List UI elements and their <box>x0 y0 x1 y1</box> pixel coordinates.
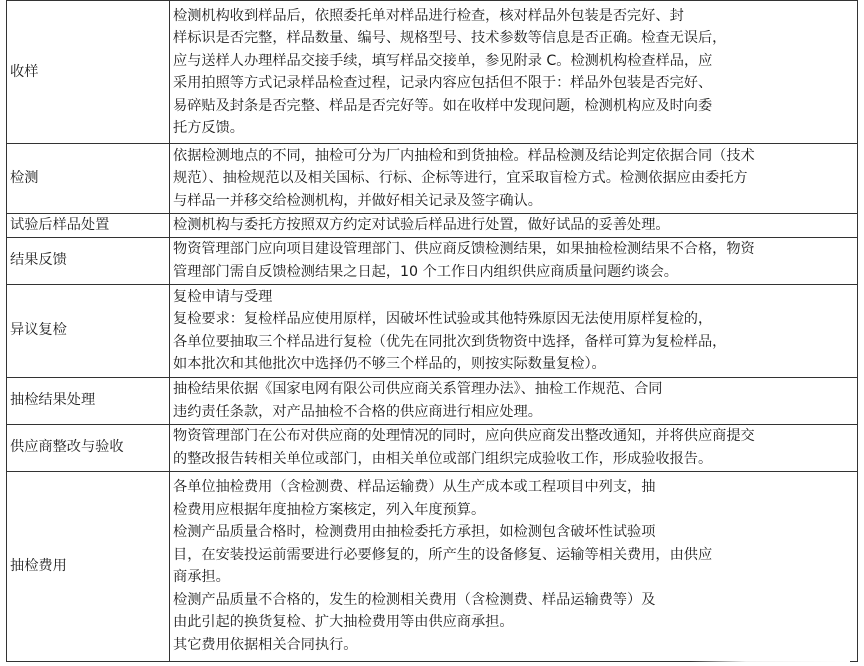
table-row <box>7 237 858 284</box>
content-line: 各单位抽检费用（含检测费、样品运输费）从生产成本或工程项目中列支，抽 <box>173 479 656 495</box>
content-line: 应与送样人办理样品交接手续，填写样品交接单，参见附录 C。检测机构检查样品，应 <box>173 52 713 69</box>
content-line: 复检要求：复检样品应使用原样，因破坏性试验或其他特殊原因无法使用原样复检的， <box>173 311 713 327</box>
content-line: 托方反馈。 <box>173 120 244 136</box>
content-line: 采用拍照等方式记录样品检查过程，记录内容应包括但不限于：样品外包装是否完好、 <box>173 75 713 91</box>
row-label: 抽检费用 <box>7 471 170 661</box>
content-line: 各单位要抽取三个样品进行复检（优先在同批次到货物资中选择，备样可算为复检样品， <box>173 333 727 350</box>
content-line: 目，在安装投运前需要进行必要修复的，所产生的设备修复、运输等相关费用，由供应 <box>173 546 713 563</box>
content-line: 与样品一并移交给检测机构，并做好相关记录及签字确认。 <box>173 192 542 209</box>
content-line: 检测机构收到样品后，依照委托单对样品进行检查，核对样品外包装是否完好、封 <box>173 7 684 24</box>
content-line: 违约责任条款，对产品抽检不合格的供应商进行相应处理。 <box>173 403 542 420</box>
content-line: 检测产品质量不合格的，发生的检测相关费用（含检测费、样品运输费等）及 <box>173 591 656 608</box>
row-label: 供应商整改与验收 <box>7 424 170 471</box>
watermark-fade <box>690 636 850 662</box>
table-row <box>7 471 858 661</box>
content-line: 易碎贴及封条是否完整、样品是否完好等。如在收样中发现问题，检测机构应及时向委 <box>173 97 713 114</box>
content-line: 物资管理部门应向项目建设管理部门、供应商反馈检测结果，如果抽检检测结果不合格，物资 <box>173 241 755 257</box>
row-content <box>170 214 858 238</box>
content-line: 检测机构与委托方按照双方约定对试验后样品进行处置，做好试品的妥善处理。 <box>173 217 670 233</box>
table-row <box>7 1 858 144</box>
content-line: 的整改报告转相关单位或部门，由相关单位或部门组织完成验收工作，形成验收报告。 <box>173 450 713 467</box>
row-content <box>170 237 858 284</box>
row-label: 收样 <box>7 1 170 144</box>
table-row <box>7 424 858 471</box>
row-label: 检测 <box>7 144 170 214</box>
row-content <box>170 471 858 661</box>
content-line: 由此引起的换货复检、扩大抽检费用等由供应商承担。 <box>173 614 514 630</box>
content-line: 管理部门需自反馈检测结果之日起，10 个工作日内组织供应商质量问题约谈会。 <box>173 263 678 280</box>
row-label: 结果反馈 <box>7 237 170 284</box>
row-content <box>170 284 858 377</box>
content-line: 其它费用依据相关合同执行。 <box>173 636 358 653</box>
content-line: 抽检结果依据《国家电网有限公司供应商关系管理办法》、抽检工作规范、合同 <box>173 381 663 397</box>
row-label: 试验后样品处置 <box>7 214 170 238</box>
content-line: 物资管理部门在公布对供应商的处理情况的同时，应向供应商发出整改通知，并将供应商提交 <box>173 428 755 444</box>
table-row <box>7 144 858 214</box>
content-line: 规范）、抽检规范以及相关国标、行标、企标等进行，宜采取盲检方式。检测依据应由委托方 <box>173 170 748 187</box>
row-content <box>170 144 858 214</box>
content-line: 依据检测地点的不同，抽检可分为厂内抽检和到货抽检。样品检测及结论判定依据合同（技术 <box>173 147 755 164</box>
row-content <box>170 1 858 144</box>
content-line: 商承担。 <box>173 569 230 585</box>
table-row <box>7 284 858 377</box>
content-line: 复检申请与受理 <box>173 288 273 305</box>
content-line: 样标识是否完整，样品数量、编号、规格型号、技术参数等信息是否正确。检查无误后， <box>173 30 727 46</box>
procedure-table <box>6 0 858 662</box>
row-content <box>170 424 858 471</box>
content-line: 检费用应根据年度抽检方案核定，列入年度预算。 <box>173 501 486 518</box>
content-line: 检测产品质量合格时，检测费用由抽检委托方承担，如检测包含破坏性试验项 <box>173 524 656 540</box>
table-row <box>7 377 858 424</box>
row-label: 异议复检 <box>7 284 170 377</box>
table-row <box>7 214 858 238</box>
content-line: 如本批次和其他批次中选择仍不够三个样品的，则按实际数量复检）。 <box>173 356 606 372</box>
row-label: 抽检结果处理 <box>7 377 170 424</box>
row-content <box>170 377 858 424</box>
